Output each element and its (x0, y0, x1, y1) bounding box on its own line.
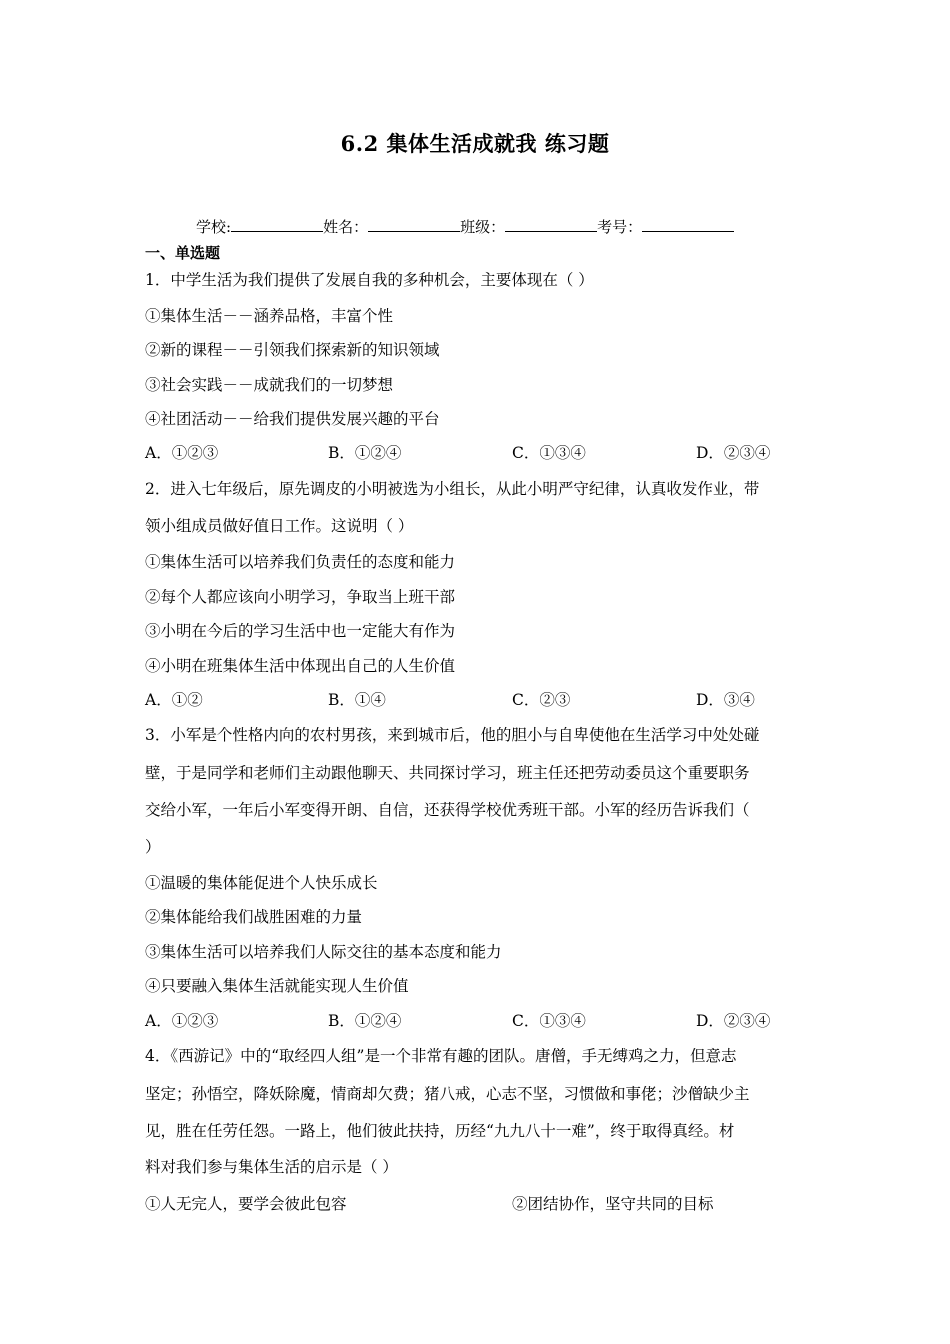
exam-no-blank[interactable] (642, 216, 734, 232)
page-title: 6.2 集体生活成就我 练习题 (340, 131, 610, 156)
question-2-item-2: ②每个人都应该向小明学习，争取当上班干部 (145, 588, 456, 606)
question-3-item-2: ②集体能给我们战胜困难的力量 (145, 908, 363, 926)
question-4-stem-line-2: 坚定；孙悟空，降妖除魔，情商却欠费；猪八戒，心志不坚，习惯做和事佬；沙僧缺少主 (145, 1085, 750, 1103)
question-2-stem-line-1: 2．进入七年级后，原先调皮的小明被选为小组长，从此小明严守纪律，认真收发作业，带 (145, 480, 760, 498)
question-3-option-b[interactable]: B．①②④ (328, 1012, 402, 1030)
question-1-item-2: ②新的课程－－引领我们探索新的知识领域 (145, 341, 440, 359)
question-1-stem: 1．中学生活为我们提供了发展自我的多种机会，主要体现在（ ） (145, 271, 594, 289)
question-2-option-c[interactable]: C．②③ (512, 691, 571, 709)
question-3-item-3: ③集体生活可以培养我们人际交往的基本态度和能力 (145, 943, 502, 961)
question-2-stem-line-2: 领小组成员做好值日工作。这说明（ ） (145, 517, 414, 535)
class-blank[interactable] (505, 216, 597, 232)
question-3-item-4: ④只要融入集体生活就能实现人生价值 (145, 977, 409, 995)
question-1-item-3: ③社会实践－－成就我们的一切梦想 (145, 376, 394, 394)
question-1-item-1: ①集体生活－－涵养品格，丰富个性 (145, 307, 394, 325)
question-4-stem-line-4: 料对我们参与集体生活的启示是（ ） (145, 1158, 398, 1176)
school-label: 学校: (196, 218, 232, 236)
section-heading: 一、单选题 (145, 244, 221, 262)
question-2-option-b[interactable]: B．①④ (328, 691, 386, 709)
name-blank[interactable] (368, 216, 460, 232)
question-4-stem-line-3: 见，胜在任劳任怨。一路上，他们彼此扶持，历经“九九八十一难”，终于取得真经。材 (145, 1122, 735, 1140)
question-4-item-1: ①人无完人，要学会彼此包容 (145, 1195, 347, 1213)
question-2-item-3: ③小明在今后的学习生活中也一定能大有作为 (145, 622, 456, 640)
question-2-item-4: ④小明在班集体生活中体现出自己的人生价值 (145, 657, 456, 675)
name-label: 姓名： (323, 218, 369, 236)
class-label: 班级： (460, 218, 506, 236)
question-3-stem-line-1: 3．小军是个性格内向的农村男孩，来到城市后，他的胆小与自卑使他在生活学习中处处碰 (145, 726, 760, 744)
question-1-item-4: ④社团活动－－给我们提供发展兴趣的平台 (145, 410, 440, 428)
question-4-stem-line-1: 4．《西游记》中的“取经四人组”是一个非常有趣的团队。唐僧，手无缚鸡之力，但意志 (145, 1047, 737, 1065)
question-3-stem-line-3: 交给小军，一年后小军变得开朗、自信，还获得学校优秀班干部。小军的经历告诉我们（ (145, 801, 750, 819)
question-4-item-2: ②团结协作，坚守共同的目标 (512, 1195, 714, 1213)
school-blank[interactable] (231, 216, 323, 232)
question-2-option-d[interactable]: D．③④ (696, 691, 755, 709)
question-1-option-d[interactable]: D．②③④ (696, 444, 771, 462)
question-3-item-1: ①温暖的集体能促进个人快乐成长 (145, 874, 378, 892)
question-3-stem-line-2: 壁，于是同学和老师们主动跟他聊天、共同探讨学习，班主任还把劳动委员这个重要职务 (145, 764, 750, 782)
question-1-option-b[interactable]: B．①②④ (328, 444, 402, 462)
question-1-option-a[interactable]: A．①②③ (145, 444, 219, 462)
exam-no-label: 考号： (597, 218, 643, 236)
question-3-option-a[interactable]: A．①②③ (145, 1012, 219, 1030)
question-1-option-c[interactable]: C．①③④ (512, 444, 586, 462)
question-3-option-c[interactable]: C．①③④ (512, 1012, 586, 1030)
question-2-option-a[interactable]: A．①② (145, 691, 203, 709)
question-2-item-1: ①集体生活可以培养我们负责任的态度和能力 (145, 553, 456, 571)
student-info-row (196, 216, 734, 237)
question-3-stem-line-4: ） (145, 838, 161, 856)
question-3-option-d[interactable]: D．②③④ (696, 1012, 771, 1030)
